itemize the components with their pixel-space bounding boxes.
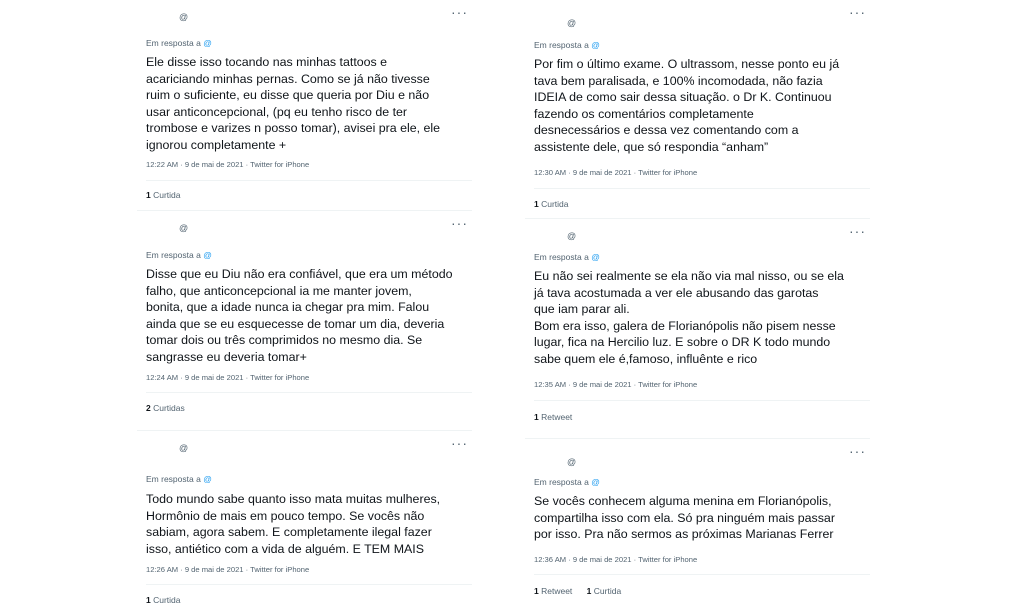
tweet-timestamp[interactable]: 12:30 AM · 9 de mai de 2021 · Twitter for iPhone [534,168,698,177]
divider [534,400,870,401]
tweet-timestamp[interactable]: 12:24 AM · 9 de mai de 2021 · Twitter for iPhone [146,373,310,382]
user-handle[interactable]: @ [179,12,189,22]
reply-prefix: Em resposta a [146,474,201,484]
reply-context [146,250,212,260]
tweet-header [137,435,472,457]
reply-context [146,38,212,48]
tweet-text: Por fim o último exame. O ultrassom, nesse ponto eu já tava bem paralisada, e 100% incomodada, não fazia IDEIA de como sair dessa situação. o Dr K. Continuou fazendo os comentários completamente desnecessários e dessa vez comentando com a assistente dele, que só respondia “anham” [534,57,840,154]
tweet-3[interactable] [137,430,472,615]
reply-context [146,474,212,484]
reply-prefix: Em resposta a [534,252,589,262]
reply-prefix: Em resposta a [534,477,589,487]
reply-to-link[interactable]: @​ [203,38,212,48]
tweet-text: Se vocês conhecem alguma menina em Florianópolis, compartilha isso com ela. Só pra ninguém mais passar por isso. Pra não sermos as próximas Marianas Ferrer [534,494,835,542]
tweet-text: Todo mundo sabe quanto isso mata muitas mulheres, Hormônio de mais em pouco tempo. Se vocês não sabiam, agora sabem. E completamente ilegal fazer isso, antiético com a vida de alguém. E TEM MAIS [146,492,441,556]
tweet-stats [534,412,584,422]
tweet-5[interactable] [525,218,870,428]
tweet-timestamp[interactable]: 12:22 AM · 9 de mai de 2021 · Twitter for iPhone [146,160,310,169]
likes-stat[interactable]: 1 Curtida [146,190,181,200]
tweet-stats [534,199,581,209]
tweet-header [137,4,472,26]
more-options-icon[interactable]: ··· [451,4,468,20]
divider [146,392,472,393]
more-options-icon[interactable]: ··· [451,435,468,451]
divider [534,574,870,575]
tweet-stats [534,586,633,596]
reply-to-link[interactable]: @ [203,250,212,260]
tweet-stats [146,403,197,413]
reply-prefix: Em resposta a [146,38,201,48]
divider [146,584,472,585]
tweet-text: Eu não sei realmente se ela não via mal nisso, ou se ela já tava acostumada a ver ele abusando das garotas que iam parar ali. Bom era isso, galera de Florianópolis não pisem nesse lugar, fica na Hercilio luz. E sobre o DR K todo mundo sabe quem ele é,famoso, influênte e rico [534,269,844,366]
reply-to-link[interactable]: @ [591,252,600,262]
tweet-text: Ele disse isso tocando nas minhas tattoos e acariciando minhas pernas. Como se já não tivesse ruim o suficiente, eu disse que queria por Diu e não usar anticoncepcional, (pq eu tenho risco de ter trombose e varizes n posso tomar), avisei pra ele, ele ignorou completamente + [146,55,441,152]
tweet-2[interactable] [137,210,472,420]
reply-context [534,477,600,487]
likes-stat[interactable]: 1 Curtida [534,199,569,209]
user-handle[interactable]: @ [567,457,577,467]
tweet-text: Disse que eu Diu não era confiável, que era um método falho, que anticoncepcional ia me manter jovem, bonita, que a idade nunca ia chegar pra mim. Falou ainda que se eu esquecesse de tomar um dia, deveria tomar dois ou três comprimidos no mesmo dia. Se sangrasse eu deveria tomar+ [146,267,453,364]
tweet-timestamp[interactable]: 12:36 AM · 9 de mai de 2021 · Twitter for iPhone [534,555,698,564]
more-options-icon[interactable]: ··· [451,215,468,231]
reply-context [534,252,600,262]
reply-to-link[interactable]: @ [591,40,600,50]
user-handle[interactable]: @ [567,18,577,28]
likes-stat[interactable]: 2 Curtidas [146,403,185,413]
tweet-header [525,443,870,467]
user-handle[interactable]: @ [567,231,577,241]
more-options-icon[interactable]: ··· [849,223,866,239]
reply-to-link[interactable]: @ [203,474,212,484]
likes-stat[interactable]: 1 Curtida [146,595,181,605]
reply-to-link[interactable]: @ [591,477,600,487]
likes-stat[interactable]: 1 Curtida [586,586,622,596]
reply-context [534,40,600,50]
tweet-6[interactable] [525,438,870,615]
tweet-4[interactable] [525,0,870,215]
tweet-timestamp[interactable]: 12:26 AM · 9 de mai de 2021 · Twitter for iPhone [146,565,310,574]
reply-prefix: Em resposta a [534,40,589,50]
more-options-icon[interactable]: ··· [849,4,866,20]
retweets-stat[interactable]: 1 Retweet [534,586,573,596]
user-handle[interactable]: @ [179,443,189,453]
divider [534,188,870,189]
tweet-1[interactable] [137,0,472,207]
tweet-header [525,223,870,245]
user-handle[interactable]: @ [179,223,189,233]
tweet-stats [146,190,193,200]
divider [146,180,472,181]
reply-prefix: Em resposta a [146,250,201,260]
tweet-header [525,4,870,28]
tweet-header [137,215,472,237]
more-options-icon[interactable]: ··· [849,443,866,459]
tweet-timestamp[interactable]: 12:35 AM · 9 de mai de 2021 · Twitter for iPhone [534,380,698,389]
retweets-stat[interactable]: 1 Retweet [534,412,573,422]
tweet-stats [146,595,193,605]
